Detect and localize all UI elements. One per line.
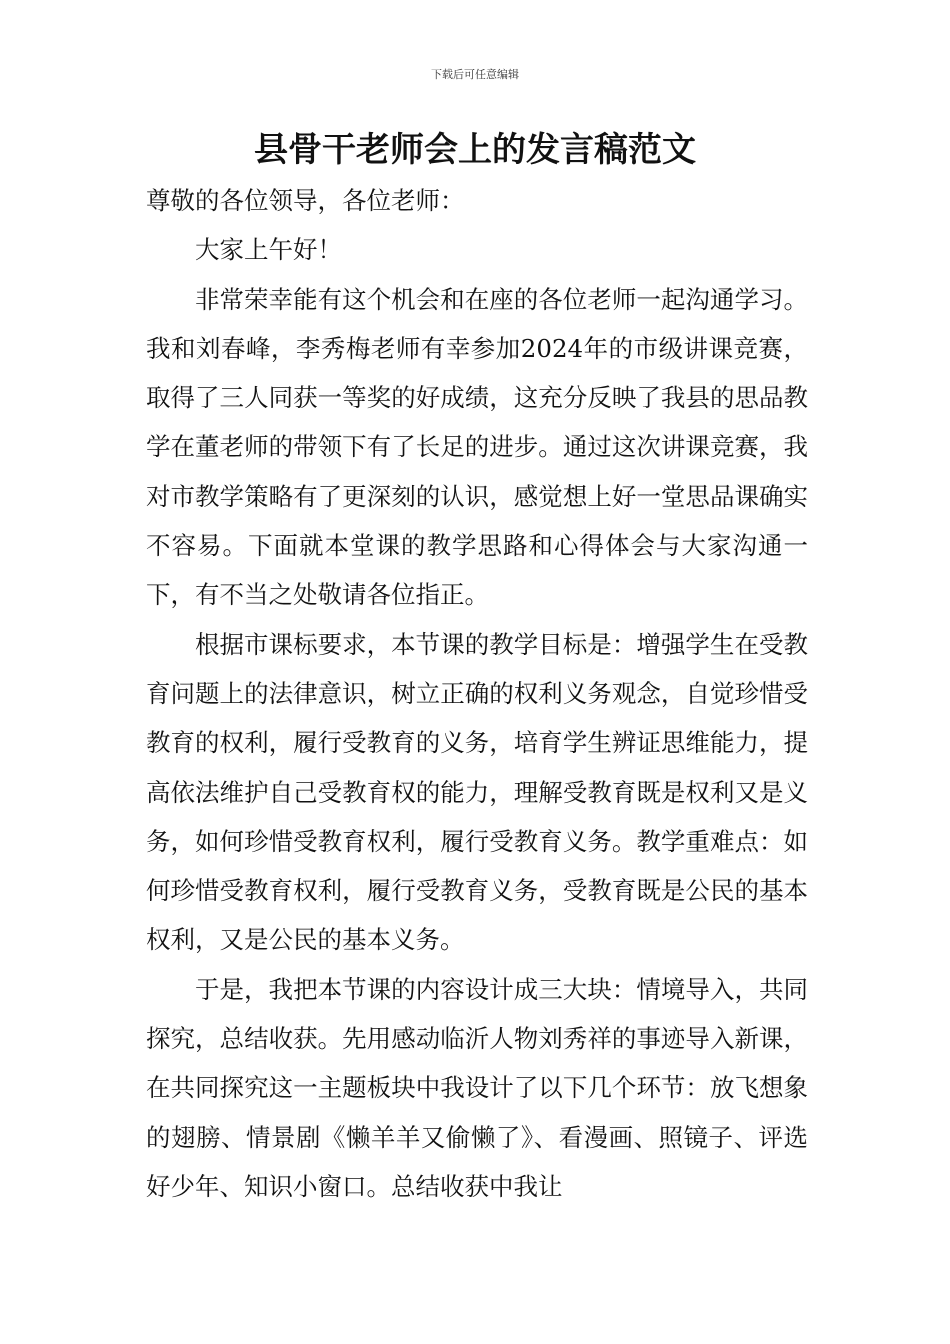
paragraph: 于是，我把本节课的内容设计成三大块：情境导入，共同探究，总结收获。先用感动临沂人物刘秀祥的事迹导入新课，在共同探究这一主题板块中我设计了以下几个环节：放飞想象的翅膀、情景剧《懒羊羊又偷懒了》、看漫画、照镜子、评选好少年、知识小窗口。总结收获中我让 — [146, 974, 808, 1201]
document-body — [146, 176, 808, 1211]
greeting: 大家上午好！ — [195, 235, 342, 265]
salutation: 尊敬的各位领导，各位老师： — [146, 186, 465, 215]
paragraph: 非常荣幸能有这个机会和在座的各位老师一起沟通学习。我和刘春峰，李秀梅老师有幸参加2024年的市级讲课竞赛，取得了三人同获一等奖的好成绩，这充分反映了我县的思品教学在董老师的带领下有了长足的进步。通过这次讲课竞赛，我对市教学策略有了更深刻的认识，感觉想上好一堂思品课确实不容易。下面就本堂课的教学思路和心得体会与大家沟通一下，有不当之处敬请各位指正。 — [146, 284, 808, 610]
paragraph: 根据市课标要求，本节课的教学目标是：增强学生在受教育问题上的法律意识，树立正确的权利义务观念，自觉珍惜受教育的权利，履行受教育的义务，培育学生辨证思维能力，提高依法维护自己受教育权的能力，理解受教育既是权利又是义务，如何珍惜受教育权利，履行受教育义务。教学重难点：如何珍惜受教育权利，履行受教育义务，受教育既是公民的基本权利，又是公民的基本义务。 — [146, 629, 808, 955]
document-title: 县骨干老师会上的发言稿范文 — [254, 130, 696, 170]
header-note: 下载后可任意编辑 — [431, 68, 519, 81]
